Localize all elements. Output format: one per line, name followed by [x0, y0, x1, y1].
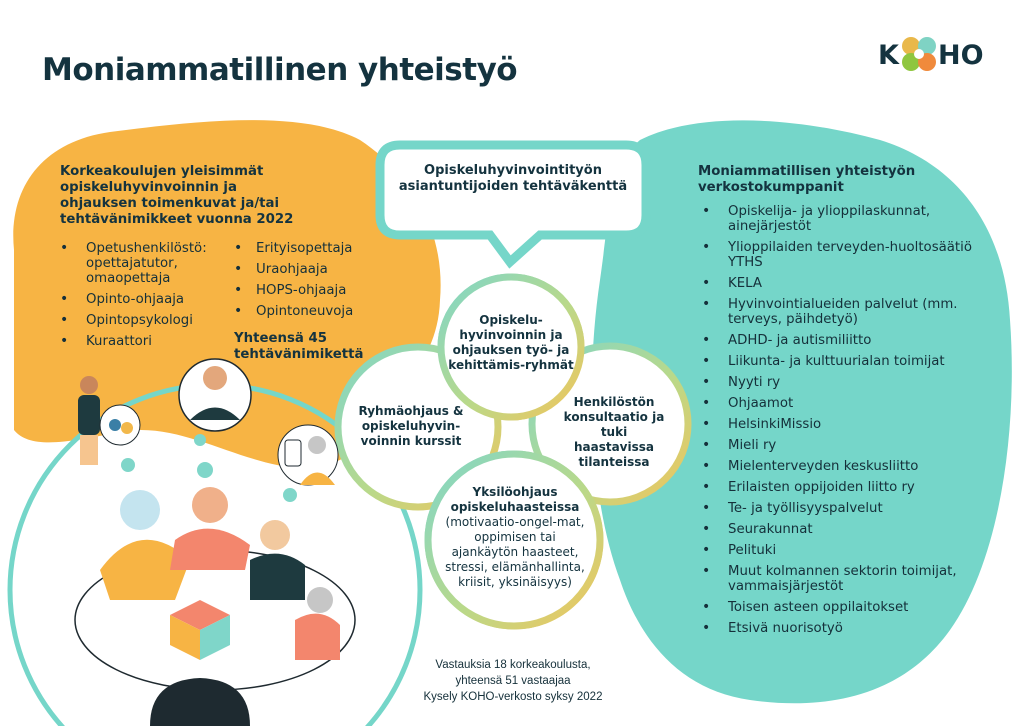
- node-left-text: Ryhmäohjaus & opiskeluhyvin-voinnin kurssit: [358, 404, 464, 448]
- logo-text-left: K: [878, 40, 899, 71]
- list-item: • Ylioppilaiden terveyden-huoltosäätiö YTHS: [702, 240, 972, 270]
- left-panel-total: Yhteensä 45 tehtävänimikettä: [234, 331, 364, 362]
- list-item: • Liikunta- ja kulttuurialan toimijat: [702, 354, 972, 369]
- list-item: • Kuraattori: [60, 334, 232, 349]
- list-item: • Ohjaamot: [702, 396, 972, 411]
- list-item: • Seurakunnat: [702, 522, 972, 537]
- source-note-line: yhteensä 51 vastaajaa: [455, 675, 571, 687]
- source-note-line: Kysely KOHO-verkosto syksy 2022: [423, 691, 603, 703]
- logo-puzzle-icon: [899, 34, 939, 74]
- list-item: • Hyvinvointialueiden palvelut (mm. terveys, päihdetyö): [702, 297, 972, 327]
- list-item: • Opinto-ohjaaja: [60, 292, 232, 307]
- list-item: • Opintopsykologi: [60, 313, 232, 328]
- page-title: Moniammatillinen yhteistyö: [42, 52, 518, 88]
- left-panel-heading: Korkeakoulujen yleisimmät opiskeluhyvinvoinnin ja ohjauksen toimenkuvat ja/tai tehtävänimikkeet vuonna 2022: [60, 164, 294, 227]
- left-list-column2: [234, 241, 384, 325]
- list-item: • Mieli ry: [702, 438, 972, 453]
- left-list-column1: [60, 241, 232, 355]
- list-item: • HelsinkiMissio: [702, 417, 972, 432]
- left-panel-heading-block: [60, 164, 310, 228]
- right-panel-heading: Moniammatillisen yhteistyön verkostokumppanit: [698, 164, 916, 195]
- list-item: • Erilaisten oppijoiden liitto ry: [702, 480, 972, 495]
- list-item: • Etsivä nuorisotyö: [702, 621, 972, 636]
- list-item: • Uraohjaaja: [234, 262, 384, 277]
- node-top-text: Opiskelu-hyvinvoinnin ja ohjauksen työ- ja kehittämis-ryhmät: [448, 313, 574, 372]
- node-bottom-body: (motivaatio-ongel-mat, oppimisen tai ajankäytön haasteet, stressi, elämänhallinta, kriisit, yksinäisyys): [445, 515, 585, 589]
- list-item: • Toisen asteen oppilaitokset: [702, 600, 972, 615]
- logo-text-right: HO: [938, 40, 984, 71]
- list-item: • Erityisopettaja: [234, 241, 384, 256]
- list-item: • ADHD- ja autismiliitto: [702, 333, 972, 348]
- list-item: • Opiskelija- ja ylioppilaskunnat, ainejärjestöt: [702, 204, 972, 234]
- koho-logo: [878, 34, 990, 78]
- list-item: • Te- ja työllisyyspalvelut: [702, 501, 972, 516]
- source-note-line: Vastauksia 18 korkeakoulusta,: [435, 659, 591, 671]
- list-item: • Muut kolmannen sektorin toimijat, vammaisjärjestöt: [702, 564, 972, 594]
- list-item: • Pelituki: [702, 543, 972, 558]
- source-note: [393, 657, 633, 705]
- list-item: • HOPS-ohjaaja: [234, 283, 384, 298]
- list-item: • Opintoneuvoja: [234, 304, 384, 319]
- center-box-title: Opiskeluhyvinvointityön asiantuntijoiden tehtäväkenttä: [398, 163, 628, 194]
- list-item: • Nyyti ry: [702, 375, 972, 390]
- right-list: [702, 204, 972, 642]
- node-bottom-block: [440, 485, 590, 590]
- node-right-text: Henkilöstön konsultaatio ja tuki haastavissa tilanteissa: [563, 395, 665, 469]
- list-item: • Opetushenkilöstö: opettajatutor, omaopettaja: [60, 241, 232, 286]
- node-bottom-title: Yksilöohjaus opiskeluhaasteissa: [450, 485, 580, 514]
- list-item: • KELA: [702, 276, 972, 291]
- list-item: • Mielenterveyden keskusliitto: [702, 459, 972, 474]
